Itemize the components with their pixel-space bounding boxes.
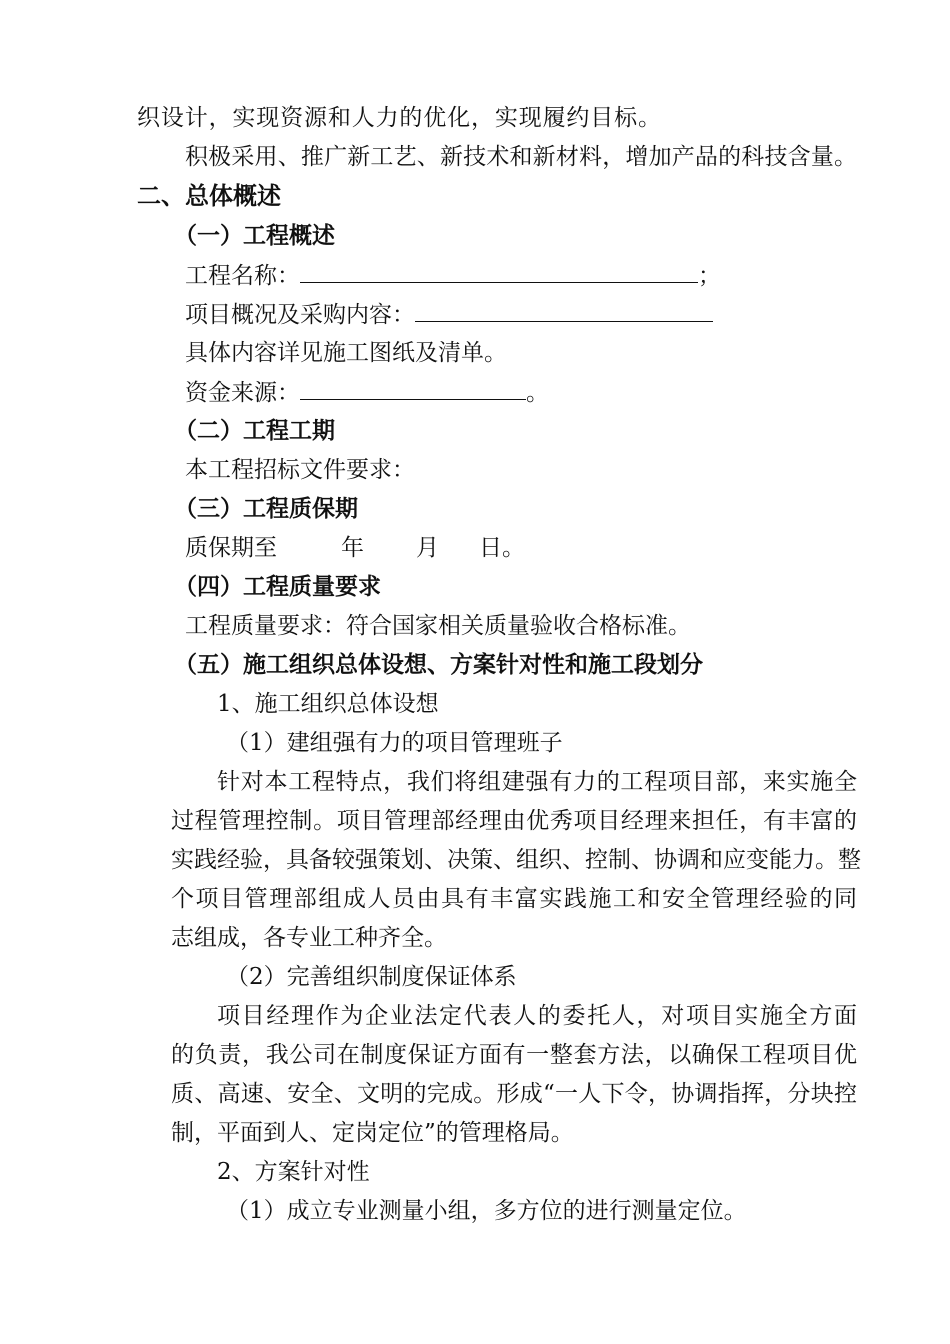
year-label: 年	[341, 535, 364, 561]
funding-row	[185, 377, 549, 408]
paragraph-line: 实践经验，具备较强策划、决策、组织、控制、协调和应变能力。整	[171, 847, 861, 873]
field-end-punct: ；	[698, 263, 721, 289]
paragraph-line: 针对本工程特点，我们将组建强有力的工程项目部，来实施全	[217, 769, 857, 795]
subsection-heading: （三）工程质保期	[174, 496, 358, 522]
subsection-heading: （一）工程概述	[174, 223, 335, 249]
field-label: 资金来源：	[185, 380, 300, 406]
field-label: 工程名称：	[185, 263, 300, 289]
paragraph-line: 制，平面到人、定岗定位”的管理格局。	[171, 1120, 574, 1146]
paragraph-line: 织设计，实现资源和人力的优化，实现履约目标。	[137, 105, 661, 131]
field-end-punct: 。	[526, 380, 549, 406]
paragraph-line: 质、高速、安全、文明的完成。形成“一人下令，协调指挥，分块控	[171, 1081, 857, 1107]
paragraph-line: 的负责，我公司在制度保证方面有一整套方法，以确保工程项目优	[171, 1042, 857, 1068]
subitem-heading: （1）建组强有力的项目管理班子	[226, 730, 563, 756]
paragraph-line: 个项目管理部组成人员由具有丰富实践施工和安全管理经验的同	[171, 886, 857, 912]
paragraph-line: 志组成，各专业工种齐全。	[171, 925, 447, 951]
procurement-blank[interactable]	[415, 299, 713, 322]
project-name-row	[185, 260, 721, 291]
subitem-heading: （2）完善组织制度保证体系	[226, 964, 517, 990]
subsection-heading: （二）工程工期	[174, 418, 335, 444]
warranty-label: 质保期至	[185, 535, 277, 561]
paragraph-line: 具体内容详见施工图纸及清单。	[185, 340, 507, 366]
paragraph-line: 项目经理作为企业法定代表人的委托人，对项目实施全方面	[217, 1003, 857, 1029]
subitem-heading: （1）成立专业测量小组，多方位的进行测量定位。	[226, 1198, 747, 1224]
section-heading: 二、总体概述	[137, 182, 281, 210]
warranty-row	[185, 533, 525, 563]
day-label: 日。	[479, 535, 525, 561]
funding-blank[interactable]	[300, 377, 526, 400]
paragraph-line: 过程管理控制。项目管理部经理由优秀项目经理来担任，有丰富的	[171, 808, 857, 834]
item-heading: 2、方案针对性	[217, 1159, 370, 1185]
month-label: 月	[416, 535, 439, 561]
item-heading: 1、施工组织总体设想	[217, 691, 439, 717]
subsection-heading: （五）施工组织总体设想、方案针对性和施工段划分	[174, 652, 703, 678]
procurement-row	[185, 299, 713, 330]
project-name-blank[interactable]	[300, 260, 698, 283]
paragraph-line: 积极采用、推广新工艺、新技术和新材料，增加产品的科技含量。	[185, 144, 857, 170]
subsection-heading: （四）工程质量要求	[174, 574, 381, 600]
field-label: 项目概况及采购内容：	[185, 302, 415, 328]
paragraph-line: 本工程招标文件要求：	[185, 457, 415, 483]
paragraph-line: 工程质量要求：符合国家相关质量验收合格标准。	[185, 613, 691, 639]
